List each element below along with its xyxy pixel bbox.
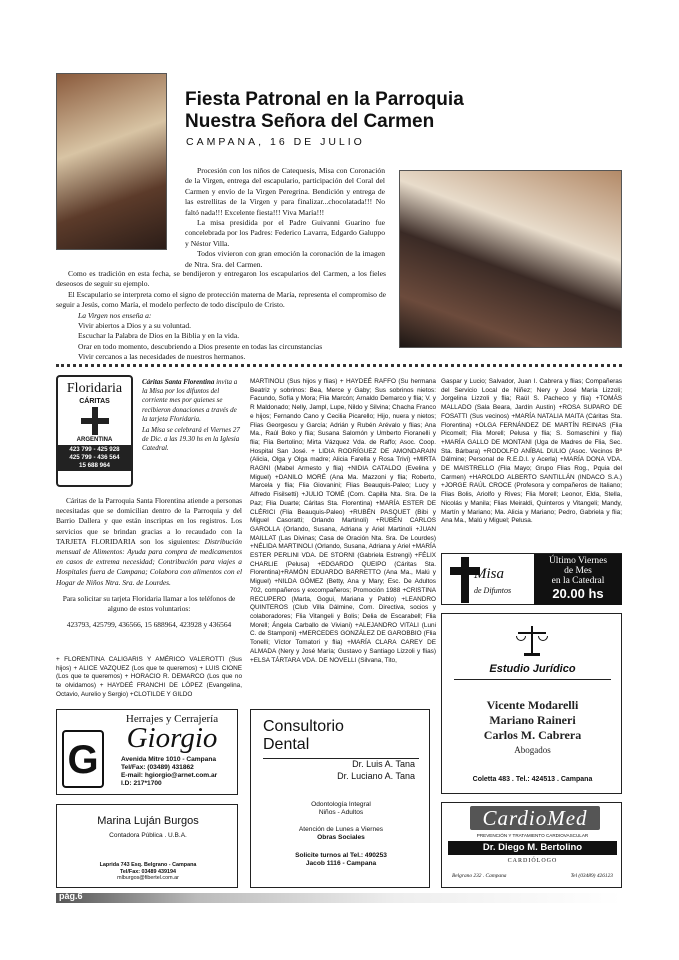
giorgio-ad: [56, 709, 238, 795]
dentist-1: Dr. Luis A. Tana: [352, 759, 415, 769]
misa-line-3: en la Catedral: [551, 576, 605, 586]
floridaria-phone-3: 15 688 964: [79, 462, 110, 469]
article-body-top: [185, 166, 385, 270]
dental-title-1: Consultorio: [263, 718, 344, 735]
giorgio-tel: Tel/Fax: (03489) 431862: [121, 764, 194, 771]
para-3: Todos vivieron con gran emoción la coronación de la imagen de Ntra. Sra. del Carmen.: [185, 249, 385, 269]
dental-obras: Obras Sociales: [317, 834, 365, 841]
dental-tel: Solicite turnos al Tel.: 490253: [295, 852, 387, 859]
floridaria-services: Distribución mensual de Alimentos: Ayuda para compra de medicamentos en casos de extrema necesidad; Contribución para viajes a Hospitales fuera de Campana; Colabora con alimentos con el Hogar de Niños Ntra. Sra. de Lourdes.: [56, 536, 242, 587]
cardiomed-tel: Tel (03489) 426123: [570, 873, 613, 879]
virgin-photo: [56, 73, 167, 250]
burgos-mail: mlburgos@fibertel.com.ar: [117, 875, 179, 882]
lawyer-1: Vicente Modarelli: [486, 698, 579, 712]
floridaria-phone-2: 425 799 - 436 564: [69, 454, 120, 461]
giorgio-details: [121, 756, 237, 788]
floridaria-intro-text: invita a la Misa por los difuntos del corriente mes por quienes se recibieron donaciones a través de la tarjeta Floridaria.: [142, 378, 238, 423]
burgos-role: Contadora Pública . U.B.A.: [109, 832, 187, 839]
list-item-2: Escuchar la Palabra de Dios en la Biblia y en la vida.: [78, 331, 240, 341]
article-body-bottom: [56, 269, 386, 363]
para-1: Procesión con los niños de Catequesis, Misa con Coronación de la Virgen, entrega del escapulario, participación del Coral del Carmen y envío de la Virgen Peregrina. Bendición y entrega de las estrellitas de la Virgen y para finalizar...chocolatada!!! No faltó nada!!! Excelente fiesta!!! Viva María!!!: [185, 166, 385, 217]
para-4: Como es tradición en esta fecha, se bendijeron y entregaron los escapularios del Carmen, a los fieles deseosos de seguir su ejemplo.: [56, 269, 386, 289]
footer-bar: [56, 893, 622, 903]
burgos-address: Laprida 743 Esq. Belgrano - Campana: [99, 862, 197, 868]
lawyer-role: Abogados: [514, 745, 551, 755]
giorgio-email: E-mail: hgiorgio@arnet.com.ar: [121, 772, 218, 779]
dental-services: [251, 801, 431, 868]
scales-icon: [516, 626, 548, 656]
floridaria-phone-1: 423 799 - 425 928: [69, 446, 120, 453]
misa-brand-2: de Difuntos: [474, 586, 512, 595]
floridaria-body-text: Cáritas de la Parroquia Santa Florentina atiende a personas necesitadas que se domicilian dentro de la Parroquia y del Barrio Dallera y que están inscriptas en los registros. Los servicios que se brindan gracias a lo recaudado con la TARJETA FLORIDARIA son los siguientes:: [56, 496, 242, 546]
list-item-3: Orar en todo momento, descubriendo a Dios presente en todas las circunstancias: [78, 341, 323, 351]
article-title: [185, 89, 485, 133]
misa-ad: [441, 553, 622, 605]
para-2: La misa presidida por el Padre Guivanni Guarino fue concelebrada por los Padres: Federico Lavarra, Edgardo Galuppo y Néstor Villa.: [185, 218, 385, 248]
list-item-4: Vivir cercanos a las necesidades de nuestros hermanos.: [78, 352, 246, 362]
list-intro: La Virgen nos enseña a:: [78, 310, 152, 320]
giorgio-name: Giorgio: [126, 722, 218, 754]
floridaria-numbers: 423793, 425799, 436566, 15 688964, 423928 y 436564: [66, 620, 232, 630]
dental-spec: Odontología Integral: [311, 801, 371, 808]
para-5: El Escapulario se interpreta como el signo de protección materna de María, representa el compromiso de seguir a Jesús, como María, el modelo perfecto de todo discípulo de Cristo.: [56, 289, 386, 310]
cardiomed-logo: CardioMed: [470, 806, 600, 830]
juridico-ad: [441, 613, 622, 794]
juridico-address: Coletta 483 . Tel.: 424513 . Campana: [472, 776, 593, 783]
caritas-cross-icon: [81, 407, 109, 435]
cardiomed-ad: [441, 802, 622, 888]
section-divider: [56, 364, 622, 367]
burgos-contact: [57, 862, 239, 882]
burgos-ad: [56, 804, 238, 888]
article-subtitle: CAMPANA, 16 DE JULIO: [186, 136, 365, 148]
burgos-name: Marina Luján Burgos: [97, 815, 199, 827]
misa-time: 20.00 hs: [552, 586, 604, 601]
lawyer-2: Mariano Raineri: [489, 713, 576, 727]
floridaria-body: [56, 496, 242, 630]
dental-title-2: Dental: [263, 736, 310, 753]
caritas-label: CÁRITAS: [79, 398, 110, 405]
juridico-name: Estudio Jurídico: [489, 663, 576, 675]
page-number: pág.6: [59, 891, 83, 901]
giorgio-id: I.D: 217*1700: [121, 780, 162, 787]
list-item-1: Vivir abiertos a Dios y a su voluntad.: [78, 321, 192, 331]
dental-spec-2: Niños - Adultos: [318, 809, 364, 816]
dental-address: Jacob 1116 - Campana: [305, 860, 377, 867]
floridaria-wordmark: Floridaria: [66, 381, 123, 396]
cardiomed-tagline: PREVENCIÓN Y TRATAMIENTO CARDIOVASCULAR: [476, 833, 589, 838]
floridaria-solicit: Para solicitar su tarjeta Floridaria llamar a los teléfonos de alguno de estos voluntarios:: [62, 593, 236, 614]
misa-line-2: de Mes: [564, 566, 592, 576]
dentist-2: Dr. Luciano A. Tana: [337, 771, 415, 781]
giorgio-kicker: Herrajes y Cerrajería: [125, 713, 219, 725]
obits-col-1: + FLORENTINA CALIGARIS Y AMÉRICO VALEROTTI (Sus hijos) + ALICE VAZQUEZ (Los que te queremos) + LUIS CIONE (Los que te queremos) + HORACIO R. DEMARCO (Los que no te olvidamos) + HAYDEÉ FRANCHI DE LÓPEZ (Evangelina, Octavio, Aurelio y Sergio) +CLOTILDE Y GILDO: [56, 656, 242, 698]
lawyer-3: Carlos M. Cabrera: [483, 728, 582, 742]
burgos-tel: Tel/Fax: 03489 439194: [120, 868, 176, 875]
floridaria-intro-2: La Misa se celebrará el Viernes 27 de Dic. a las 19.30 hs en la Iglesia Catedral.: [142, 426, 240, 453]
floridaria-intro: [142, 378, 242, 454]
cardiomed-spec: CARDIÓLOGO: [507, 858, 558, 864]
floridaria-phones: [58, 445, 131, 471]
cardiomed-address: Belgrano 232 . Campana: [452, 873, 507, 879]
dental-ad: [250, 709, 430, 888]
misa-line-1: Último Viernes: [548, 556, 608, 566]
obits-col-2: MARTINOLI (Sus hijos y flias) + HAYDEÉ RAFFO (Su hermana Beatriz y sobrinos: Bea, Merce y Gaby; Sus sobrinos nietos: Facundo, Sofía y Mora; Flia Marcón; Arnaldo Demarco y flia; V. y R Maldonado; Nelly, Jampl, Lupe, Nildo y Silvina; Chacha Franco e hijos; Fernando Cano y Cecilia Picarello; Hijo, nuera y nietos; Flias Georgescu y García; Adrián y Rubén Arévalo y flias; Ana Ma., Raúl Boko y flia; Susana Salomón y Umberto Fioranelli y flia; Flia Bertolino; Mirta Vázquez Vda. de Raffo; Asoc. Coop. Hospital San José. + LIDIA RODRÍGUEZ DE AMONDARAIN (Alicia, Olga y Olga madre; Alicia Farella y Rosa Trivi) +MIRTA RAGNI (Mabel Armesto y flia) +NIDIA CATALDO (Evelina y Miguel) +DANILO MORÉ (Ana Ma. Mazzoni y flia; Roberto, Marcela y flia; Flia Giovanini; Flias Beauquis-Paleo; Lucy y Alfredo Fisilsetti) +JULIO TOMÉ (Com. Capilla Nta. Sra. De la Paz; Flia Duarte; Cáritas Sta. Florentina) +MARÍA ESTER DE CLÉRICI (Flia Beauquis-Paleo) +RUBÉN PASQUET (Bibi y Miguel Casoratti; Orlando Martinoli) +RUBÉN CARLOS GAROLLA (Orlando, Susana, Adriana y Ariel Martinoli +JUAN MAILLAT (Las Divinas; Casa de Oración Nta. Sra. De Lourdes) +NÉLIDA MARTINOLI (Orlando, Susana, Adriana y Ariel +MARÍA ESTER PERLINI VDA. DE STORNI (Gabriela Estrengi) +FÉLIX CHARLIE (Pelusa) +EDGARDO QUEIPO (Cáritas Sta. Florentina)+RAMÓN EDUARDO BARRETTO (Ana Ma., Malú y Miguel) +NILDA GÓMEZ (Betty, Ana y Mary; Esc. De Adultos 702, compañeros y excompañeros; Promoción 1988 +CRISTINA RECUPERO (Marta, Gogui, Mariana y Pablo) +LEANDRO QUINTEROS (Club Villa Dálmine, Com. Directiva, socios y colaboradores; Flia Vitangeli y Bolis; Delia de Escarabell; Flia Morell; Ángela Carballo de Viviani) +ALEJANDRO VITALI (Luni C. de Stamponi) +MERCEDES GONZÁLEZ DE GAROBBIO (Flia Tonelli; Víctor Tomatori y flia) +MARÍA CLARA CAREY DE ALMADA (Nery y José María; Gustavo y Santiago Lizzoli y flias) +ELSA TÁRTARA VDA. DE NOVELLI (Silvana, Tito,: [250, 378, 436, 664]
dental-title: [263, 718, 344, 754]
dental-doctors: [337, 758, 415, 782]
obits-col-3: Gaspar y Lucio; Salvador, Juan I. Cabrera y flias; Compañeras del Servicio Local de Niñez; Nery y José María Lizzoli; Jorgelina Lizzoli y flia; Raúl S. Pacheco y flia) +TOMÁS MALLADO (Sala Beara, Jardín Austin) +ROSA SUPARO DE FOSATTI (Sus vecinos) +MARÍA NATALIA MAITA (Cáritas Sta. Florentina) +OLGA FERNÁNDEZ DE MARTÍN REINAS (Flia Picomell; Flia Morell; Pelusa y flia; S. Somaschini y flia) +MARÍA GALLO DE MONTANI (Uga de Madres de Flia, Sec. Sta. Bárbara) +RODOLFO ANÍBAL DULIO (Asoc. Vecinos Bº Dálmine; Personal de R.E.D.I. y Acerla) +MARÍA DONA VDA. DE MAISTRELLO (Flia Mayo; Grupo Flias Rog., Pquia del Carmen) +HAROLDO ALBERTO SANTILLÁN (INDACO S.A.) +JORGE RAÚL CROCE (Profesora y compañeros de Italiano; Flias Bolis, Ariolfo y Rives; Flia Morell; Leonor, Elda, Stella, Nicolás y Manila; Flias Meiraldi, Quinteros y Vitangeli; Mandy, Martín y Mariano; Ma. Alicia y Mariano; Pedro, Gabriela y flia; Ana Ma., Malú y Miguel; Pelusa.: [441, 378, 622, 525]
cardiomed-doctor: Dr. Diego M. Bertolino: [448, 841, 617, 855]
dental-hours: Atención de Lunes a Viernes: [298, 826, 384, 833]
title-line-2: Nuestra Señora del Carmen: [185, 111, 435, 132]
argentina-label: ARGENTINA: [76, 437, 113, 443]
floridaria-logo: [56, 375, 133, 487]
misa-brand: Misa: [474, 566, 504, 582]
giorgio-address: Avenida Mitre 1010 - Campana: [121, 756, 217, 763]
floridaria-heading: Cáritas Santa Florentina: [142, 378, 215, 386]
priest-photo: [399, 170, 622, 348]
giorgio-logo-icon: G: [62, 730, 104, 788]
misa-info: [534, 554, 622, 605]
juridico-lawyers: [442, 698, 623, 758]
title-line-1: Fiesta Patronal en la Parroquia: [185, 89, 464, 110]
